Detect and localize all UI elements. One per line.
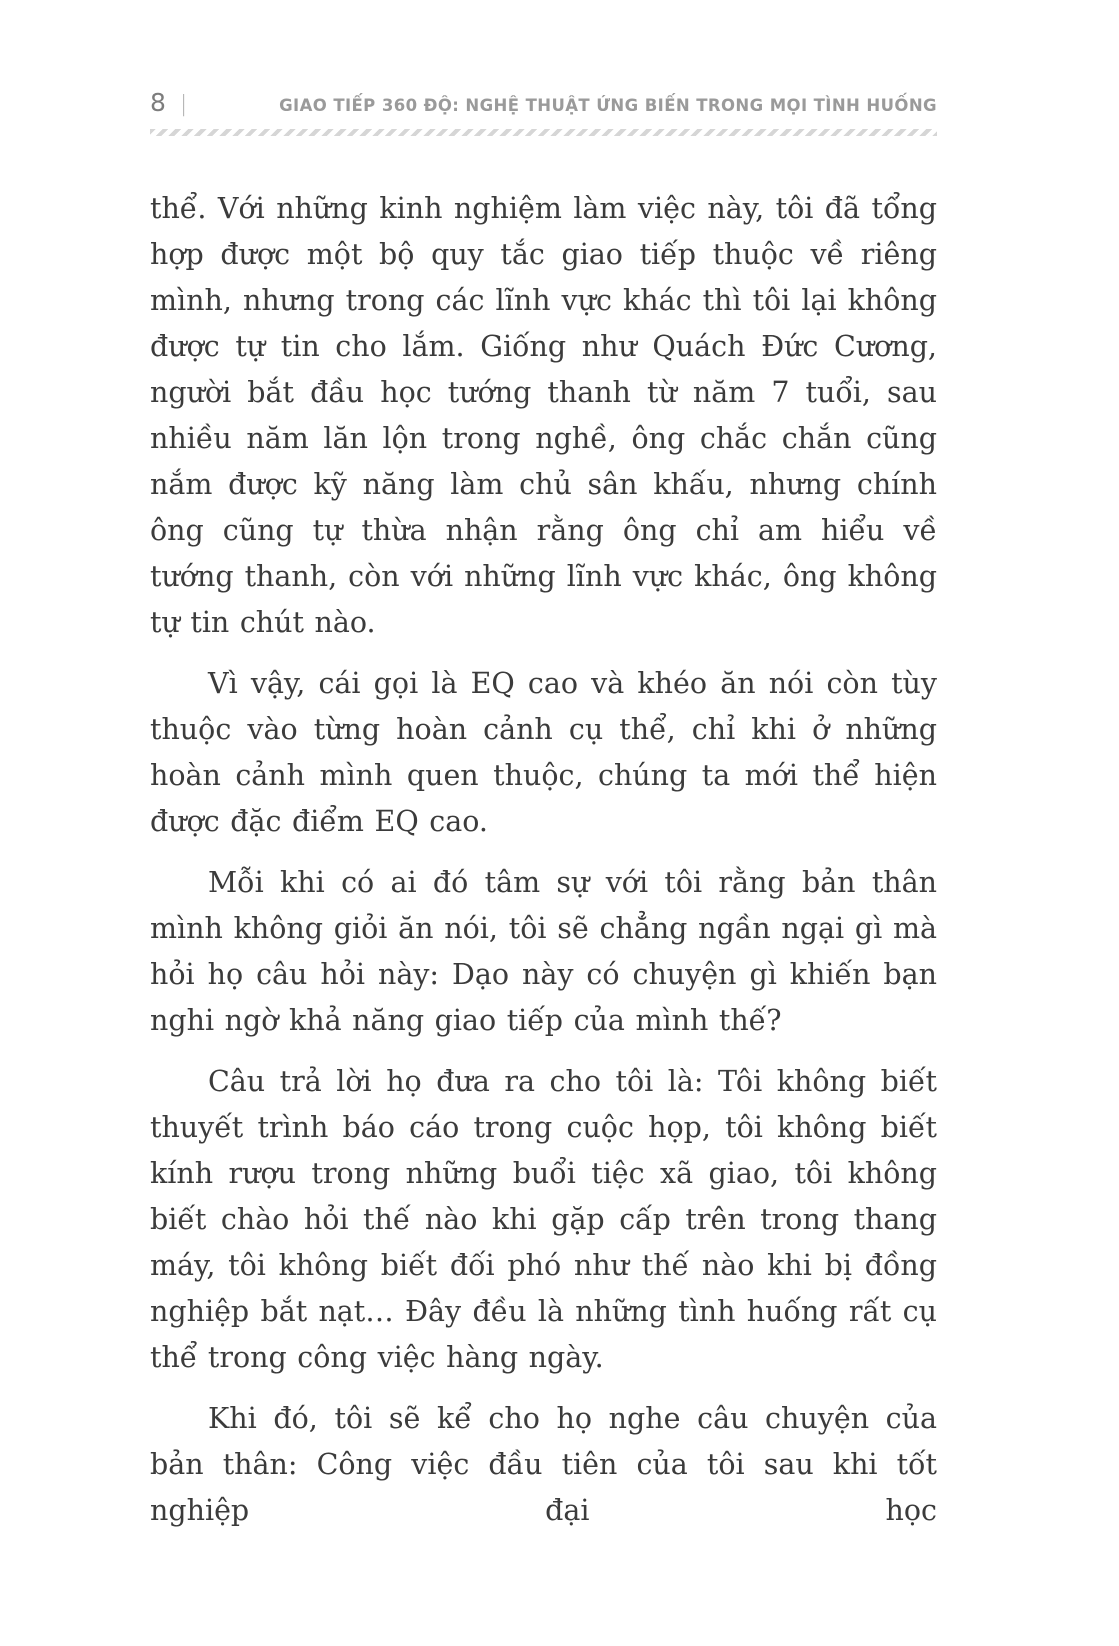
page-number-group (150, 88, 187, 117)
header-divider-bar: | (179, 92, 188, 117)
perforation-divider (150, 129, 937, 136)
paragraph: thể. Với những kinh nghiệm làm việc này, tôi đã tổng hợp được một bộ quy tắc giao tiếp thuộc về riêng mình, nhưng trong các lĩnh vực khác thì tôi lại không được tự tin cho lắm. Giống như Quách Đức Cương, người bắt đầu học tướng thanh từ năm 7 tuổi, sau nhiều năm lăn lộn trong nghề, ông chắc chắn cũng nắm được kỹ năng làm chủ sân khấu, nhưng chính ông cũng tự thừa nhận rằng ông chỉ am hiểu về tướng thanh, còn với những lĩnh vực khác, ông không tự tin chút nào. (150, 192, 937, 639)
running-header (150, 88, 937, 117)
book-title-running-head: GIAO TIẾP 360 ĐỘ: NGHỆ THUẬT ỨNG BIẾN TRONG MỌI TÌNH HUỐNG (279, 96, 937, 115)
page-number: 8 (150, 88, 166, 117)
paragraph: Câu trả lời họ đưa ra cho tôi là: Tôi không biết thuyết trình báo cáo trong cuộc họp, tôi không biết kính rượu trong những buổi tiệc xã giao, tôi không biết chào hỏi thế nào khi gặp cấp trên trong thang máy, tôi không biết đối phó như thế nào khi bị đồng nghiệp bắt nạt… Đây đều là những tình huống rất cụ thể trong công việc hàng ngày. (150, 1065, 937, 1374)
page-body (150, 186, 937, 1534)
paragraph: Khi đó, tôi sẽ kể cho họ nghe câu chuyện của bản thân: Công việc đầu tiên của tôi sau khi tốt nghiệp đại học (150, 1402, 937, 1527)
paragraph: Mỗi khi có ai đó tâm sự với tôi rằng bản thân mình không giỏi ăn nói, tôi sẽ chẳng ngần ngại gì mà hỏi họ câu hỏi này: Dạo này có chuyện gì khiến bạn nghi ngờ khả năng giao tiếp của mình thế? (150, 866, 937, 1037)
paragraph: Vì vậy, cái gọi là EQ cao và khéo ăn nói còn tùy thuộc vào từng hoàn cảnh cụ thể, chỉ khi ở những hoàn cảnh mình quen thuộc, chúng ta mới thể hiện được đặc điểm EQ cao. (150, 667, 937, 838)
